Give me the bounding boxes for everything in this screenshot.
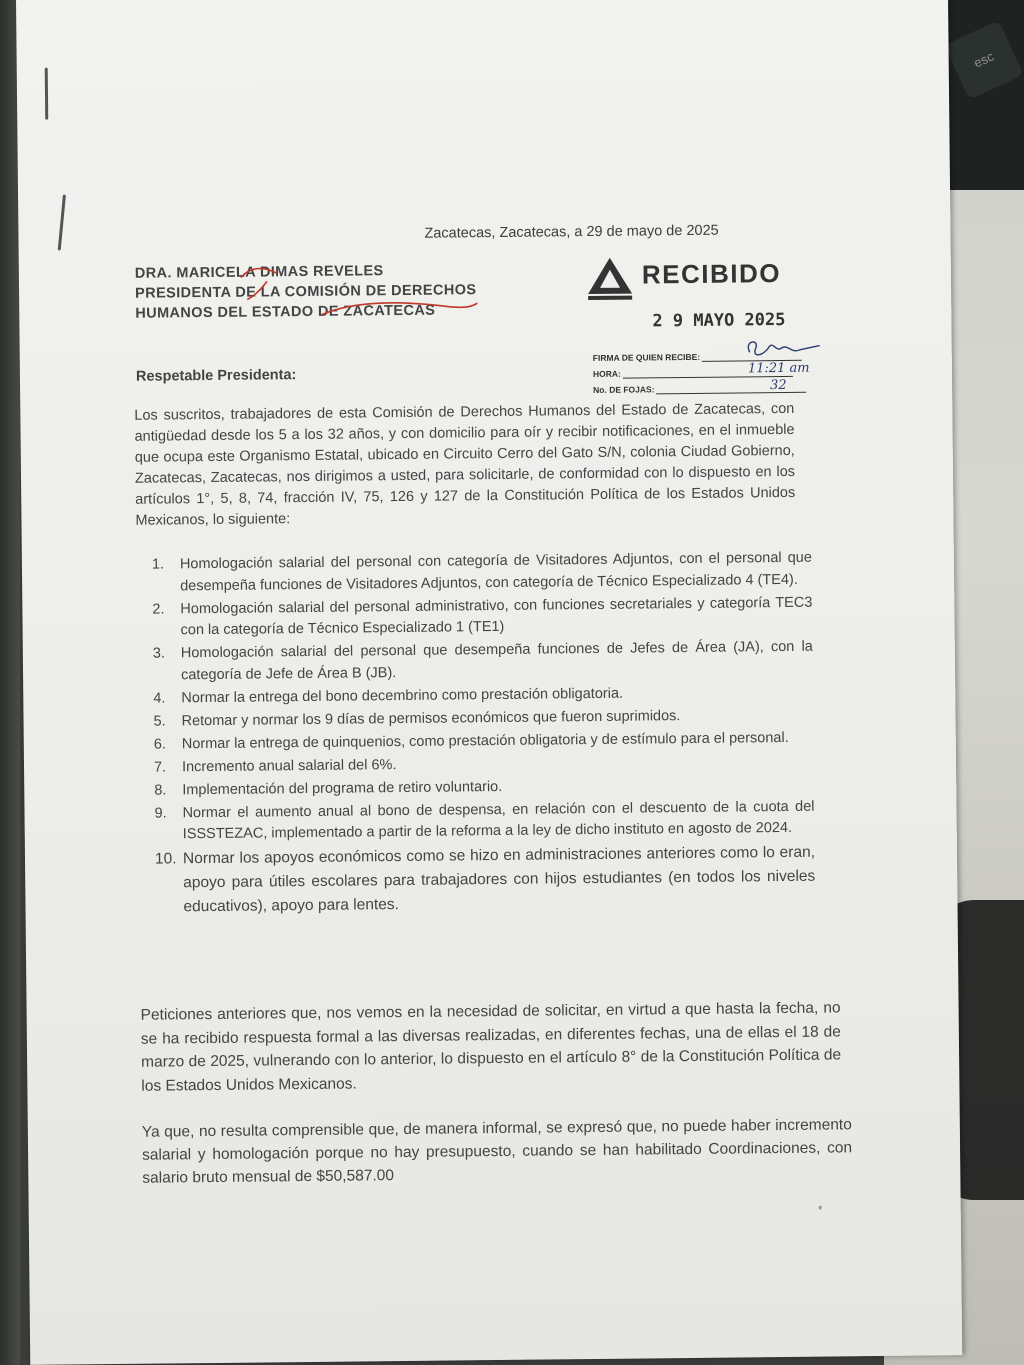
stamp-field-label: No. DE FOJAS:: [593, 384, 655, 395]
list-item: 9. Normar el aumento anual al bono de despensa, en relación con el descuento de la cuota del ISSSTEZAC, implementado a partir de la reforma a la ley de dicho instituto en agosto de 2024.: [154, 798, 815, 843]
body-paragraph: Peticiones anteriores que, nos vemos en la necesidad de solicitar, en virtud a que hasta la fecha, no se ha recibido respuesta formal a las diversas realizadas, en diferentes fechas, una de ellas el 18 de marzo de 2025, vulnerando con lo anterior, lo dispuesto en el artículo 8° de la Constitución Política de los Estados Unidos Mexicanos.: [140, 999, 842, 1095]
desk-background-left: [0, 0, 20, 1365]
stamp-date: 2 9 MAYO 2025: [652, 309, 786, 332]
stamp-field-label: HORA:: [592, 368, 621, 379]
list-item: 8. Implementación del programa de retiro voluntario.: [154, 778, 503, 799]
addressee-line: PRESIDENTA DE LA COMISIÓN DE DERECHOS: [134, 282, 477, 302]
date-line: Zacatecas, Zacatecas, a 29 de mayo de 2025: [424, 222, 719, 242]
institution-logo-icon: [584, 256, 636, 303]
list-item: 6. Normar la entrega de quinquenios, como prestación obligatoria y de estímulo para el personal.: [153, 729, 789, 753]
intro-paragraph: Los suscritos, trabajadores de esta Comisión de Derechos Humanos del Estado de Zacatecas, con antigüedad desde los 5 a los 32 años, y con domicilio para oír y recibir notificaciones, en el inmueble que ocupa este Organismo Estatal, ubicado en Circuito Cerro del Gato S/N, colonia Ciudad Gobierno, Zacatecas, Zacatecas, nos dirigimos a usted, para solicitarle, de conformidad con lo dispuesto en los artículos 1°, 5, 8, 74, fracción IV, 75, 126 y 127 de la Constitución Política de los Estados Unidos Mexicanos, lo siguiente:: [134, 400, 796, 529]
staple-mark: [45, 68, 49, 120]
handwritten-time: 11:21 am: [747, 360, 810, 377]
esc-key: esc: [944, 20, 1024, 100]
red-pen-mark: [319, 295, 479, 321]
stamp-field-label: FIRMA DE QUIEN RECIBE:: [592, 351, 701, 363]
letter-page: [16, 0, 962, 1365]
requests-list: [152, 548, 816, 921]
handwritten-signature: [730, 333, 841, 394]
page-speck: [819, 1206, 822, 1210]
received-stamp: [584, 253, 835, 396]
addressee-line: HUMANOS DEL ESTADO DE ZACATECAS: [135, 302, 436, 322]
list-item: 10. Normar los apoyos económicos como se hizo en administraciones anteriores como lo eran, apoyo para útiles escolares para trabajadores con hijos estudiantes (en todos los niveles educativos), apoyo para lentes.: [154, 843, 816, 916]
red-pen-mark: [237, 263, 285, 304]
list-item: 2. Homologación salarial del personal administrativo, con funciones secretariales y categoría TEC3 con la categoría de Técnico Especializado 1 (TE1): [152, 594, 813, 639]
list-item: 7. Incremento anual salarial del 6%.: [153, 756, 397, 776]
stamp-title: RECIBIDO: [641, 258, 782, 290]
staple-mark: [58, 195, 66, 251]
addressee-line: DRA. MARICELA DIMAS REVELES: [134, 263, 384, 282]
salutation: Respetable Presidenta:: [135, 367, 297, 385]
list-item: 1. Homologación salarial del personal con categoría de Visitadores Adjuntos, con el personal que desempeña funciones de Visitadores Adjuntos, con categoría de Técnico Especializado 4 (TE4).: [151, 549, 812, 594]
list-item: 3. Homologación salarial del personal que desempeña funciones de Jefes de Área (JA), con la categoría de Jefe de Área B (JB).: [152, 638, 813, 683]
body-paragraph: Ya que, no resulta comprensible que, de manera informal, se expresó que, no puede haber incremento salarial y homologación porque no hay presupuesto, cuando se han habilitado Coordinaciones, con salario bruto mensual de $50,587.00: [141, 1116, 853, 1187]
handwritten-pages: 32: [770, 377, 787, 394]
list-item: 5. Retomar y normar los 9 días de permisos económicos que fueron suprimidos.: [153, 707, 681, 730]
list-item: 4. Normar la entrega del bono decembrino como prestación obligatoria.: [153, 685, 624, 707]
